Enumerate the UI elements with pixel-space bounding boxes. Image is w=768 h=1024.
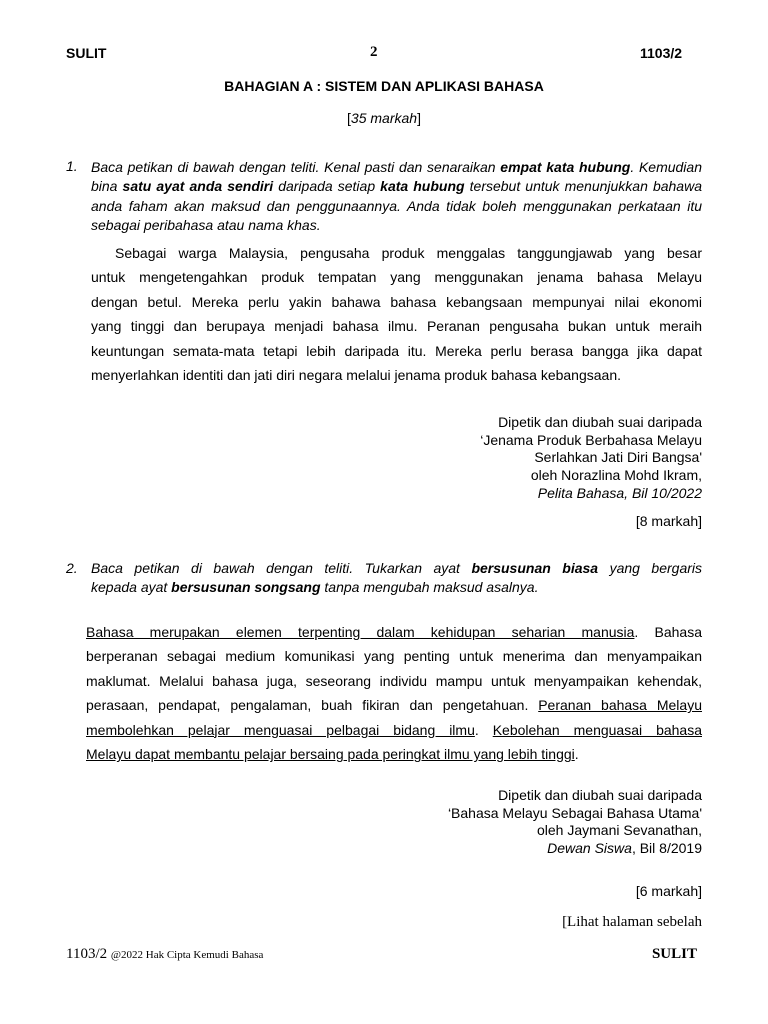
text-run: Baca petikan di bawah dengan teliti. Kenal pasti dan senaraikan: [91, 159, 501, 175]
continue-note: [Lihat halaman sebelah: [562, 914, 702, 930]
text-run: perasaan, pendapat, pengalaman, buah fikiran dan pengetahuan.: [86, 697, 539, 714]
paper-code: 1103/2: [640, 45, 683, 61]
underlined-sentence: Melayu dapat membantu pelajar bersaing pada peringkat ilmu yang lebih tinggi: [86, 746, 575, 763]
question-1-passage: [91, 241, 702, 387]
passage-line: [86, 718, 702, 742]
text-run: yang bergaris: [598, 560, 703, 576]
passage-line: menyerlahkan identiti dan jati diri negara melalui jenama produk bahasa kebangsaan.: [91, 367, 622, 384]
text-run: daripada setiap: [273, 178, 381, 195]
text-run: . Bahasa: [634, 624, 702, 640]
passage-line: keuntungan semata-mata tetapi lebih daripada itu. Mereka perlu berasa bangga jika dapat: [91, 342, 702, 359]
source-line: ‘Bahasa Melayu Sebagai Bahasa Utama': [447, 804, 702, 821]
text-run: kepada ayat: [91, 579, 172, 595]
underlined-sentence: membolehkan pelajar menguasai pelbagai bidang ilmu: [86, 721, 475, 738]
emphasis-text: kata hubung: [380, 178, 465, 195]
source-line: Serlahkan Jati Diri Bangsa': [534, 449, 702, 466]
passage-line: untuk mengetengahkan produk tempatan yang menggunakan jenama bahasa Melayu: [91, 269, 702, 286]
passage-line: [86, 742, 702, 766]
question-1-number: 1.: [66, 158, 78, 174]
text-run: . Kemudian bina: [91, 159, 702, 195]
header-classification: SULIT: [66, 45, 107, 61]
question-1-instruction: [91, 158, 702, 235]
emphasis-text: bersusunan songsang: [171, 579, 321, 595]
underlined-sentence: Peranan bahasa Melayu: [538, 697, 702, 714]
footer-copyright: @2022 Hak Cipta Kemudi Bahasa: [110, 949, 264, 961]
source-publication: Dewan Siswa, Bil 8/2019: [547, 840, 702, 857]
emphasis-text: bersusunan biasa: [471, 560, 599, 576]
text-run: .: [474, 721, 493, 738]
section-title: BAHAGIAN A : SISTEM DAN APLIKASI BAHASA: [224, 78, 544, 94]
source-publication: Pelita Bahasa, Bil 10/2022: [537, 484, 702, 501]
passage-line: [86, 644, 702, 668]
question-2-instruction-line-2: [91, 579, 702, 595]
passage-line: [86, 620, 702, 644]
emphasis-text: satu ayat anda sendiri: [122, 178, 274, 195]
question-2-passage: [86, 620, 702, 766]
source-line: Dipetik dan diubah suai daripada: [498, 787, 702, 803]
question-1-source: [380, 414, 702, 503]
source-line: oleh Norazlina Mohd Ikram,: [530, 467, 702, 484]
source-line: Dipetik dan diubah suai daripada: [498, 414, 702, 430]
footer-code: 1103/2: [66, 946, 108, 962]
passage-line: [86, 693, 702, 717]
passage-line: dengan betul. Mereka perlu yakin bahawa bahasa kebangsaan mempunyai nilai ekonomi: [91, 293, 702, 310]
question-1-marks: [8 markah]: [635, 513, 702, 529]
question-2-source: [380, 787, 702, 858]
passage-line: Sebagai warga Malaysia, pengusaha produk menggalas tanggungjawab yang besar: [115, 245, 702, 261]
footer-left: [66, 946, 263, 963]
underlined-sentence: Kebolehan menguasai bahasa: [492, 721, 702, 738]
page-number: 2: [370, 44, 378, 60]
question-2-number: 2.: [66, 560, 78, 576]
text-run: maklumat. Melalui bahasa juga, seseorang individu mampu untuk menyampaikan kehendak,: [86, 672, 702, 689]
text-run: tanpa mengubah maksud asalnya.: [320, 579, 539, 595]
passage-line: yang tinggi dan berupaya menjadi bahasa ilmu. Peranan pengusaha bukan untuk meraih: [91, 318, 702, 335]
footer-classification: SULIT: [651, 946, 697, 962]
question-2-marks: [6 markah]: [635, 883, 702, 899]
source-line: ‘Jenama Produk Berbahasa Melayu: [480, 431, 702, 448]
section-marks: [35 markah]: [347, 110, 421, 126]
question-2-instruction-line-1: [91, 560, 702, 576]
passage-line: [86, 669, 702, 693]
text-run: Baca petikan di bawah dengan teliti. Tukarkan ayat: [91, 560, 472, 576]
text-run: tersebut untuk menunjukkan bahawa anda faham akan maksud dan penggunaannya. Anda tidak boleh menggunakan perkataan itu sebagai peribahasa atau nama khas.: [91, 178, 702, 233]
text-run: berperanan sebagai medium komunikasi yang penting untuk menerima dan menyampaikan: [86, 648, 702, 665]
source-line: oleh Jaymani Sevanathan,: [537, 822, 702, 839]
emphasis-text: empat kata hubung: [500, 159, 631, 175]
underlined-sentence: Bahasa merupakan elemen terpenting dalam kehidupan seharian manusia: [86, 624, 635, 640]
text-run: .: [574, 746, 579, 763]
